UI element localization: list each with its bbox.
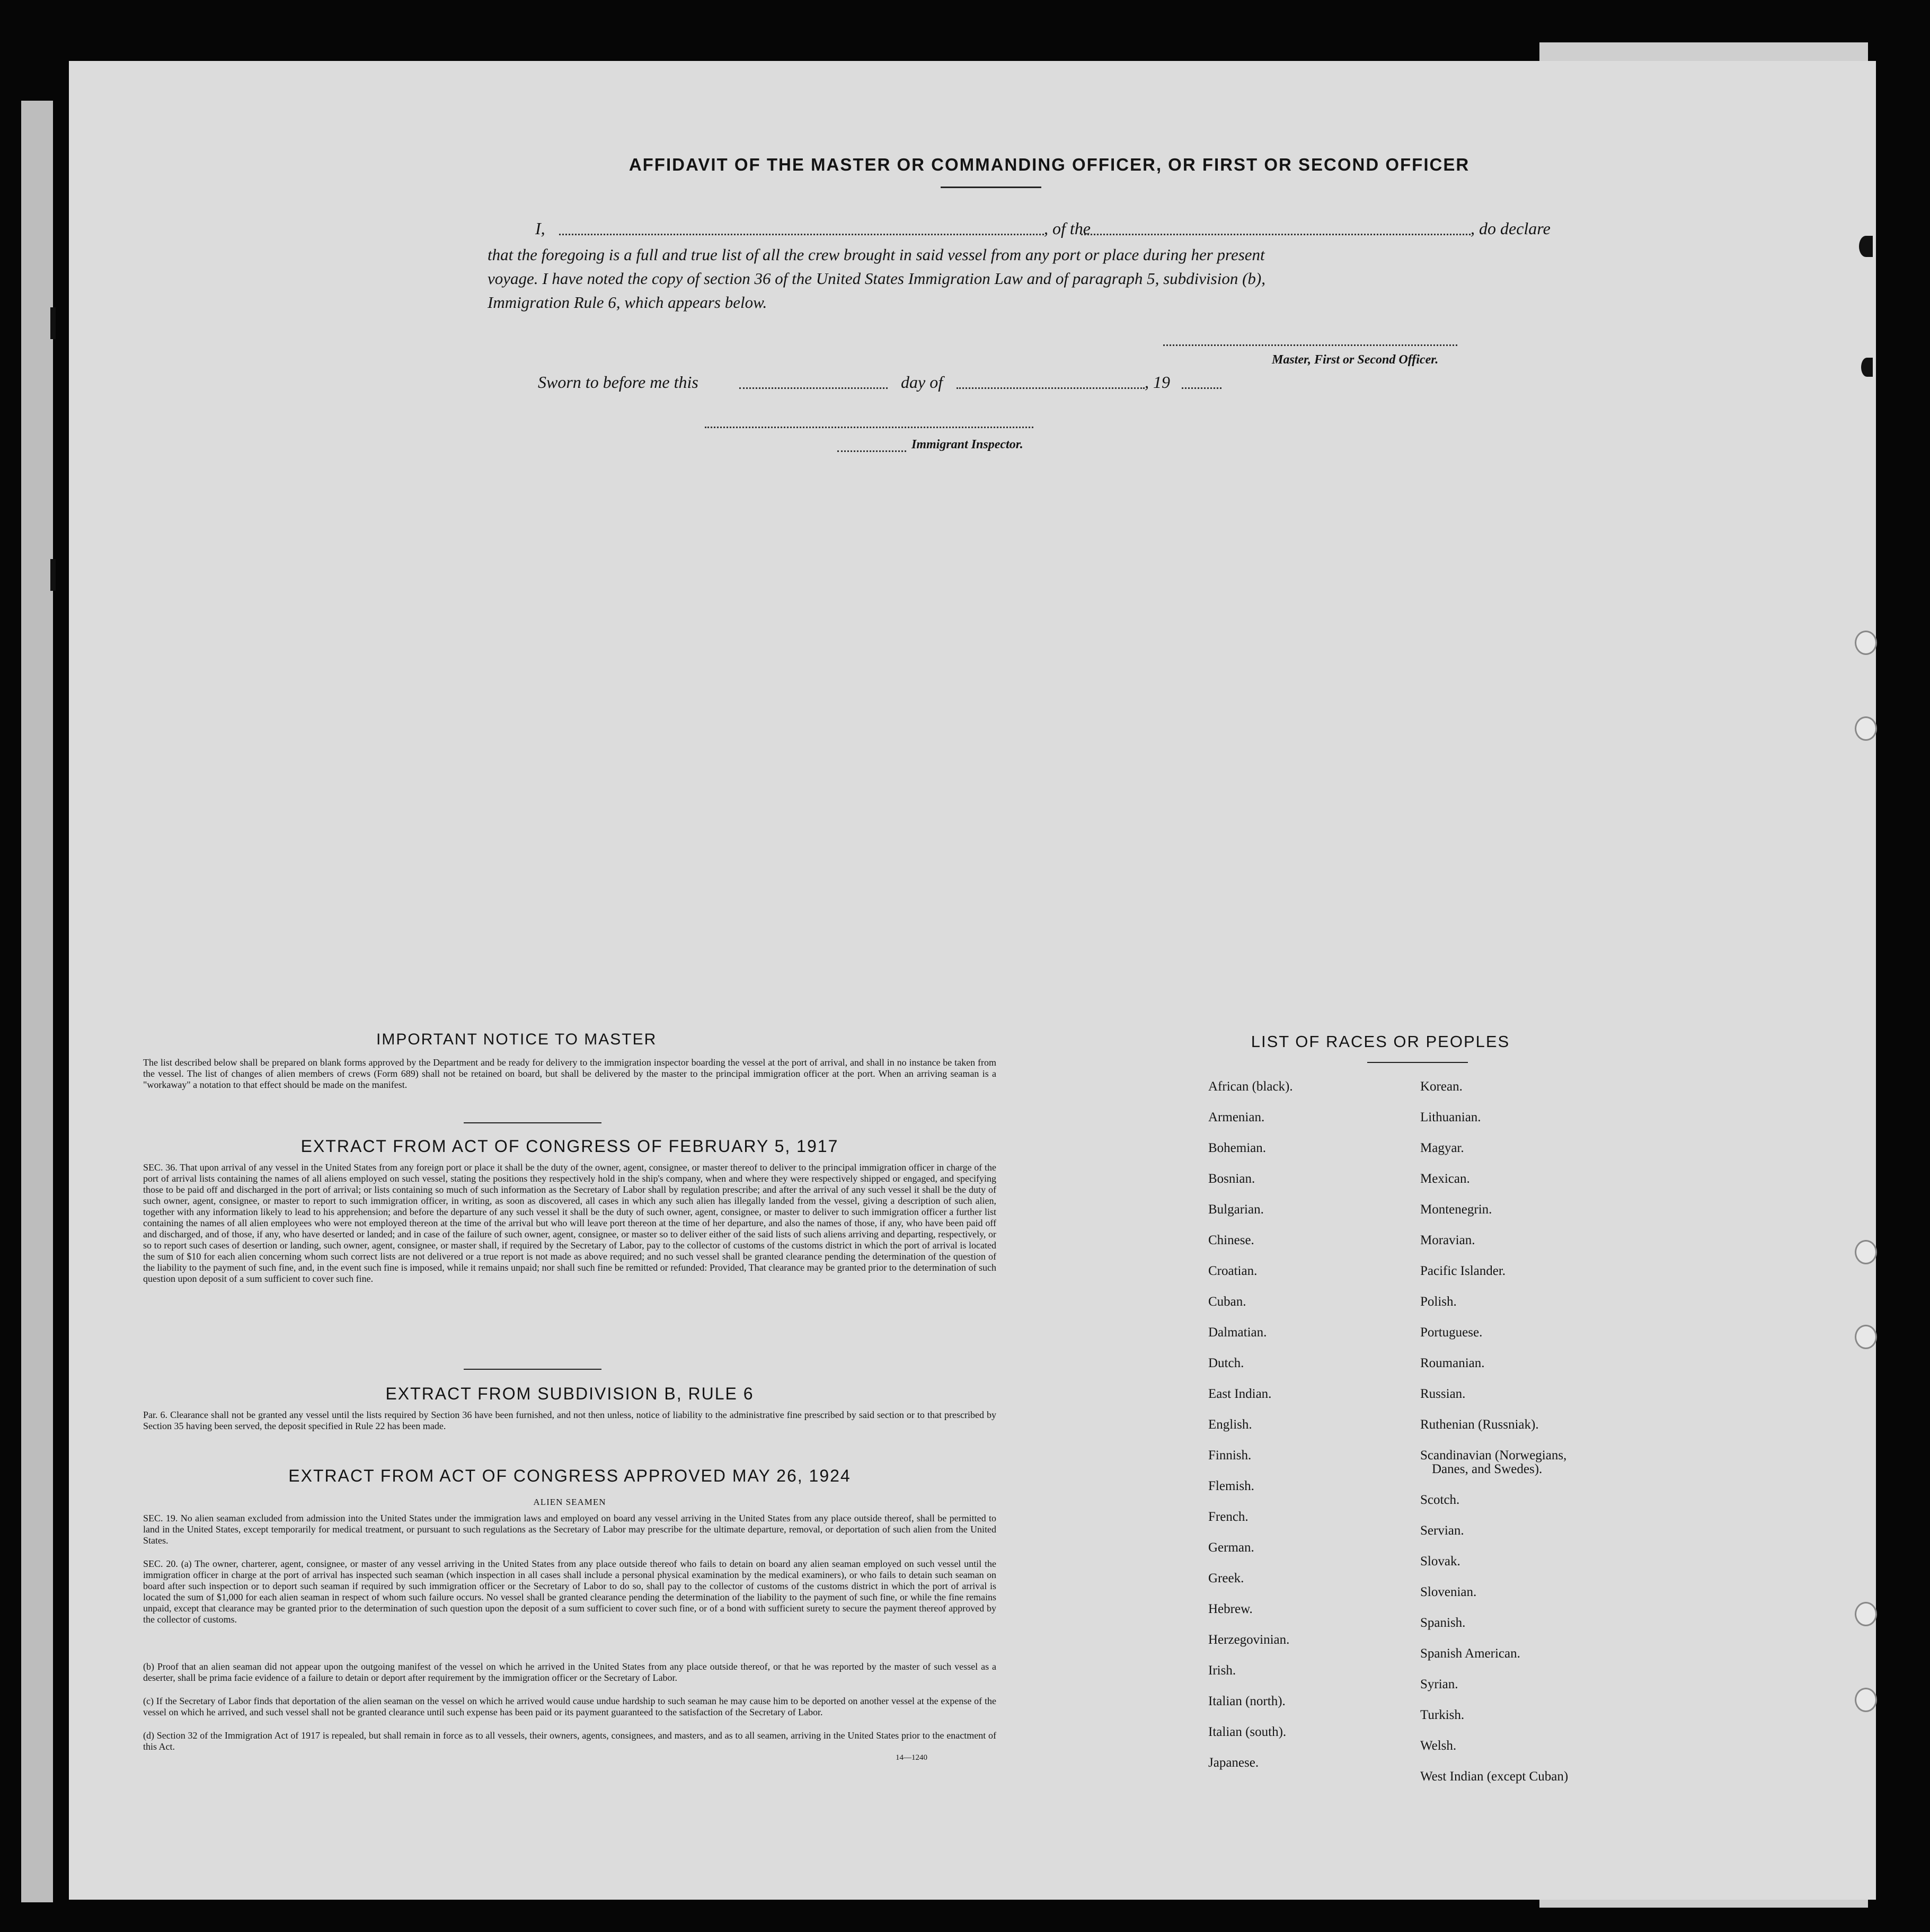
race-item: Dalmatian. xyxy=(1208,1325,1267,1340)
race-item: Herzegovinian. xyxy=(1208,1633,1290,1647)
binding-hole xyxy=(1855,716,1877,741)
binding-hole xyxy=(1855,1602,1877,1626)
race-item: Greek. xyxy=(1208,1571,1244,1585)
race-item: Italian (north). xyxy=(1208,1694,1286,1708)
race-item: Bulgarian. xyxy=(1208,1202,1264,1217)
race-item: Croatian. xyxy=(1208,1264,1258,1278)
sworn-year: , 19 xyxy=(1145,373,1170,392)
race-item: Portuguese. xyxy=(1420,1325,1483,1340)
race-item: Armenian. xyxy=(1208,1110,1265,1124)
races-rule xyxy=(1367,1062,1468,1063)
race-item: Mexican. xyxy=(1420,1172,1470,1186)
extract-1924-sec19: SEC. 19. No alien seaman excluded from admission into the United States under the immigration laws and employed on board any vessel arriving in the United States from any place outside thereof, shall be permitted to land in the United States, except temporarily for medical treatment, or pursuant to such regulations as the Secretary of Labor may prescribe for the ultimate departure, removal, or deportation of such alien from the United States. xyxy=(143,1513,996,1546)
manifest-page xyxy=(69,61,1876,1900)
notice-title: IMPORTANT NOTICE TO MASTER xyxy=(376,1031,657,1048)
sworn-month-blank[interactable] xyxy=(957,387,1145,389)
extract-1924-sec20c: (c) If the Secretary of Labor finds that deportation of the alien seaman on the vessel on which he arrived would cause undue hardship to such seaman he may cause him to be deported on another vessel at the expense of the vessel on which he arrived, and such vessel shall not be granted clearance until such expense has been paid or its payment guaranteed to the satisfaction of the Secretary of Labor. xyxy=(143,1696,996,1717)
sworn-year-blank[interactable] xyxy=(1182,387,1221,389)
race-item: Lithuanian. xyxy=(1420,1110,1481,1124)
extract-1917-text: SEC. 36. That upon arrival of any vessel in the United States from any foreign port or place it shall be the duty of the owner, agent, consignee, or master thereof to deliver to the principal immigration officer in charge of the port of arrival lists containing the names of all aliens employed on such vessel, stating the positions they respectively hold in the ship's company, when and where they were respectively shipped or engaged, and specifying those to be paid off and discharged in the port of arrival; or lists containing so much of such information as the Secretary of Labor shall by regulation prescribe; and after the arrival of any such vessel it shall be the duty of such owner, agent, consignee, or master to report to such immigration officer, in writing, as soon as discovered, all cases in which any such alien has illegally landed from the vessel, giving a description of such alien, together with any information likely to lead to his apprehension; and before the departure of any such vessel it shall be the duty of such owner, agent, consignee, or master to deliver to such immigration officer a further list containing the names of all alien employees who were not employed thereon at the time of the arrival but who will leave port thereon at the time of her departure, and also the names of those, if any, who have been paid off and discharged, and of those, if any, who have deserted or landed; and in case of the failure of such owner, agent, consignee, or master so to deliver either of the said lists of such aliens arriving and departing, respectively, or so to report such cases of desertion or landing, such owner, agent, consignee, or master shall, if required by the Secretary of Labor, pay to the collector of customs of the customs district in which the port of arrival is located the sum of $10 for each alien concerning whom such correct lists are not delivered or a true report is not made as above required; and no such vessel shall be granted clearance pending the determination of the question of the liability to the payment of such fine, and, in the event such fine is imposed, while it remains unpaid; nor shall such fine be remitted or refunded: Provided, That clearance may be granted prior to the determination of such question upon deposit of a sum sufficient to cover such fine. xyxy=(143,1162,996,1284)
race-item: Flemish. xyxy=(1208,1479,1254,1493)
race-item: Magyar. xyxy=(1420,1141,1464,1155)
race-item: Slovenian. xyxy=(1420,1585,1477,1599)
binding-mark xyxy=(50,559,56,591)
inspector-signature-blank[interactable] xyxy=(705,427,1033,428)
notice-rule xyxy=(464,1122,601,1123)
race-item: Finnish. xyxy=(1208,1448,1252,1463)
affidavit-body-4: Immigration Rule 6, which appears below. xyxy=(488,293,767,312)
extract-rule6-title: EXTRACT FROM SUBDIVISION B, RULE 6 xyxy=(385,1384,754,1403)
race-item: West Indian (except Cuban) xyxy=(1420,1769,1569,1784)
affidavit-body-2: that the foregoing is a full and true list of all the crew brought in said vessel from any port or place during her present xyxy=(488,245,1265,264)
race-item: African (black). xyxy=(1208,1079,1293,1094)
extract-rule6-text: Par. 6. Clearance shall not be granted any vessel until the lists required by Section 36 have been furnished, and not then unless, notice of liability to the administrative fine prescribed by said section or to that prescribed by Section 35 having been served, the deposit specified in Rule 22 has been made. xyxy=(143,1410,996,1431)
race-item: Welsh. xyxy=(1420,1739,1457,1753)
race-item: Slovak. xyxy=(1420,1554,1460,1568)
races-title: LIST OF RACES OR PEOPLES xyxy=(1251,1032,1510,1051)
race-item: Russian. xyxy=(1420,1387,1466,1401)
notice-text: The list described below shall be prepared on blank forms approved by the Department and be ready for delivery to the immigration inspector boarding the vessel at the port of arrival, and shall in no instance be taken from the vessel. The list of changes of alien members of crews (Form 689) shall not be retained on board, but shall be delivered by the master to the principal immigration officer at the port. When an arriving seaman is a "workaway" a notation to that effect should be made on the manifest. xyxy=(143,1057,996,1090)
affidavit-of-the: , of the xyxy=(1044,219,1091,238)
race-item: French. xyxy=(1208,1510,1249,1524)
race-item: Bosnian. xyxy=(1208,1172,1255,1186)
race-item: Polish. xyxy=(1420,1295,1457,1309)
affidavit-title: AFFIDAVIT OF THE MASTER OR COMMANDING OFFICER, OR FIRST OR SECOND OFFICER xyxy=(628,155,1470,174)
affidavit-body-3: voyage. I have noted the copy of section 36 of the United States Immigration Law and of paragraph 5, subdivision (b), xyxy=(488,269,1265,288)
sworn-prefix: Sworn to before me this xyxy=(538,373,698,392)
binding-hole xyxy=(1855,1688,1877,1712)
race-item: Chinese. xyxy=(1208,1233,1254,1247)
race-item: Italian (south). xyxy=(1208,1725,1287,1739)
race-item: Syrian. xyxy=(1420,1677,1458,1691)
race-item: Bohemian. xyxy=(1208,1141,1267,1155)
race-item: Scotch. xyxy=(1420,1493,1460,1507)
race-item: English. xyxy=(1208,1417,1252,1432)
race-item: East Indian. xyxy=(1208,1387,1272,1401)
race-item: German. xyxy=(1208,1540,1254,1555)
affidavit-i: I, xyxy=(535,219,545,238)
extract-1924-sec20d: (d) Section 32 of the Immigration Act of 1917 is repealed, but shall remain in force as to all vessels, their owners, agents, consignees, and masters, and as to all seamen, arriving in the United States prior to the enactment of this Act. xyxy=(143,1730,996,1752)
signature-blank[interactable] xyxy=(1163,344,1457,346)
extract-1924-sec20b: (b) Proof that an alien seaman did not appear upon the outgoing manifest of the vessel on which he arrived in the United States from any place outside thereof, or that he was reported by the master of such vessel as a deserter, shall be prima facie evidence of a failure to detain or deport after requirement by the immigration officer or the Secretary of Labor. xyxy=(143,1661,996,1683)
name-blank[interactable] xyxy=(559,234,1044,235)
sworn-day-blank[interactable] xyxy=(739,387,888,389)
race-item: Moravian. xyxy=(1420,1233,1475,1247)
race-item: Spanish American. xyxy=(1420,1646,1520,1661)
extract-1924-title: EXTRACT FROM ACT OF CONGRESS APPROVED MAY 26, 1924 xyxy=(288,1466,851,1485)
extract-1917-title: EXTRACT FROM ACT OF CONGRESS OF FEBRUARY 5, 1917 xyxy=(300,1137,839,1156)
binding-hole xyxy=(1855,631,1877,655)
punch-mark xyxy=(1861,358,1873,377)
affidavit-declare: , do declare xyxy=(1471,219,1551,238)
race-item: Dutch. xyxy=(1208,1356,1244,1370)
race-item: Irish. xyxy=(1208,1663,1236,1678)
punch-mark xyxy=(1859,236,1873,257)
binding-hole xyxy=(1855,1240,1877,1264)
race-item: Japanese. xyxy=(1208,1756,1259,1770)
race-item: Ruthenian (Russniak). xyxy=(1420,1417,1539,1432)
race-item: Montenegrin. xyxy=(1420,1202,1492,1217)
vessel-blank[interactable] xyxy=(1081,234,1471,235)
race-item: Spanish. xyxy=(1420,1616,1466,1630)
binding-mark xyxy=(50,307,56,339)
race-item: Turkish. xyxy=(1420,1708,1465,1722)
race-item: Pacific Islander. xyxy=(1420,1264,1506,1278)
title-rule xyxy=(941,187,1041,188)
left-sheet-edge xyxy=(21,101,53,1902)
race-item: Danes, and Swedes). xyxy=(1432,1462,1543,1476)
inspector-dots xyxy=(837,450,906,452)
race-item: Cuban. xyxy=(1208,1295,1246,1309)
form-number: 14—1240 xyxy=(896,1753,927,1762)
extract-1924-subtitle: ALIEN SEAMEN xyxy=(533,1497,606,1507)
race-item: Korean. xyxy=(1420,1079,1463,1094)
inspector-label: Immigrant Inspector. xyxy=(911,438,1023,451)
binding-hole xyxy=(1855,1325,1877,1349)
race-item: Roumanian. xyxy=(1420,1356,1485,1370)
race-item: Hebrew. xyxy=(1208,1602,1253,1616)
signature-label: Master, First or Second Officer. xyxy=(1272,353,1439,367)
extract-1917-rule xyxy=(464,1369,601,1370)
extract-1924-sec20a: SEC. 20. (a) The owner, charterer, agent, consignee, or master of any vessel arriving in the United States from any place outside thereof who fails to detain on board any alien seaman employed on such vessel until the immigration officer in charge at the port of arrival has inspected such seaman (which inspection in all cases shall include a personal physical examination by the medical examiners), or who fails to detain such seaman on board after such inspection or to deport such seaman if required by such immigration officer or the Secretary of Labor to do so, shall pay to the collector of customs of the customs district in which the port of arrival is located the sum of $1,000 for each alien seaman in respect of whom such failure occurs. No vessel shall be granted clearance pending the determination of the liability to the payment of such fine, or while the fine remains unpaid, except that clearance may be granted prior to the determination of such question upon the deposit of a sum sufficient to cover such fine, or of a bond with sufficient surety to secure the payment thereof approved by the collector of customs. xyxy=(143,1558,996,1625)
race-item: Servian. xyxy=(1420,1523,1464,1538)
sworn-day-of: day of xyxy=(901,373,943,392)
race-item: Scandinavian (Norwegians, xyxy=(1420,1448,1567,1463)
